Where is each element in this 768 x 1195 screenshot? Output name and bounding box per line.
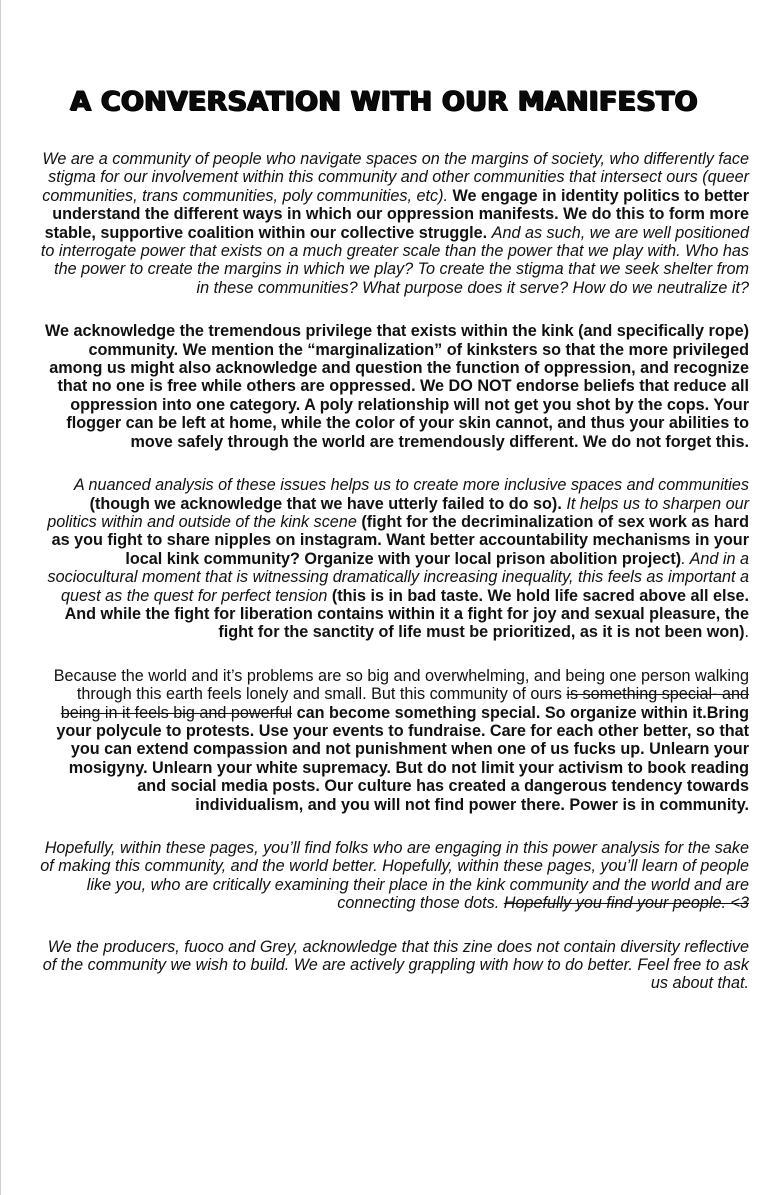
p1-intro: We are a community of people who navigate spaces on the margins of society, who differently face stigma for our involvement within this community and other communities that intersect ours (queer communities, trans communities, poly communities, etc). xyxy=(42,150,749,205)
paragraph-hopefully xyxy=(40,839,749,913)
manifesto-body xyxy=(40,150,749,993)
p3-fight: (fight for the decriminalization of sex work as hard as you fight to share nipples on instagram. Want better accountability mechanisms in your local kink community? Organize with your local prison abolition project) xyxy=(51,512,749,568)
page-edge xyxy=(0,0,1,1195)
p1-power: And as such, we are well positioned to interrogate power that exists on a much greater scale than the power that we play with. Who has the power to create the margins in which we play? To create the stigma that we seek shelter from in these communities? What purpose does it serve? How do we neutralize it? xyxy=(40,223,749,297)
p3-failed: (though we acknowledge that we have utterly failed to do so). xyxy=(89,494,562,513)
p4-organize: can become something special. So organize within it.Bring your polycule to protests. Use your events to fundraise. Care for each other better, so that you can extend compassion and not punishment when one of us fucks up. Unlearn your mosigyny. Unlearn your white supremacy. But do not limit your activism to book reading and social media posts. Our culture has created a dangerous tendency towards individualism, and you will not find power there. Power is in community. xyxy=(56,703,749,814)
paragraph-community xyxy=(40,150,749,297)
p3-nuanced: A nuanced analysis of these issues helps us to create more inclusive spaces and communities xyxy=(73,476,749,495)
paragraph-privilege xyxy=(40,322,749,451)
page-title: A CONVERSATION WITH OUR MANIFESTO xyxy=(70,86,698,117)
p2-privilege: We acknowledge the tremendous privilege that exists within the kink (and specifically rope) community. We mention the “marginalization” of kinksters so that the more privileged among us might also acknowledge and question the function of oppression, and recognize that no one is free while others are oppressed. We DO NOT endorse beliefs that reduce all oppression into one category. A poly relationship will not get you shot by the cops. Your flogger can be left at home, while the color of your skin cannot, and thus your abilities to move safely through the world are tremendously different. We do not forget this. xyxy=(44,322,749,451)
paragraph-analysis xyxy=(40,476,749,642)
p3-sharpen: It helps us to sharpen our politics within and outside of the kink scene xyxy=(47,494,749,531)
p3-moment: . And in a sociocultural moment that is witnessing dramatically increasing inequality, this feels as important a quest as the quest for perfect tension xyxy=(47,549,749,605)
p1-identity-politics: We engage in identity politics to better understand the different ways in which our oppression manifests. We do this to form more stable, supportive coalition within our collective struggle. xyxy=(44,186,749,242)
p3-bad-taste: (this is in bad taste. We hold life sacred above all else. And while the fight for liberation contains within it a fight for joy and sexual pleasure, the fight for the sanctity of life must be prioritized, as it is not been won) xyxy=(64,586,749,642)
paragraph-organize xyxy=(40,667,749,814)
p4-world: Because the world and it’s problems are so big and overwhelming, and being one person walking through this earth feels lonely and small. But this community of ours xyxy=(53,666,749,704)
p4-struck: is something special- and being in it feels big and powerful xyxy=(60,685,749,722)
p3-period: . xyxy=(744,623,749,642)
p6-producers: We the producers, fuoco and Grey, acknowledge that this zine does not contain diversity reflective of the community we wish to build. We are actively grappling with how to do better. Feel free to ask us about that. xyxy=(42,937,749,993)
p5-hopefully: Hopefully, within these pages, you’ll find folks who are engaging in this power analysis for the sake of making this community, and the world better. Hopefully, within these pages, you’ll learn of people like you, who are critically examining their place in the kink community and the world and are connecting those dots. xyxy=(40,839,749,913)
p5-struck: Hopefully you find your people. <3 xyxy=(503,894,749,913)
paragraph-producers xyxy=(40,938,749,993)
